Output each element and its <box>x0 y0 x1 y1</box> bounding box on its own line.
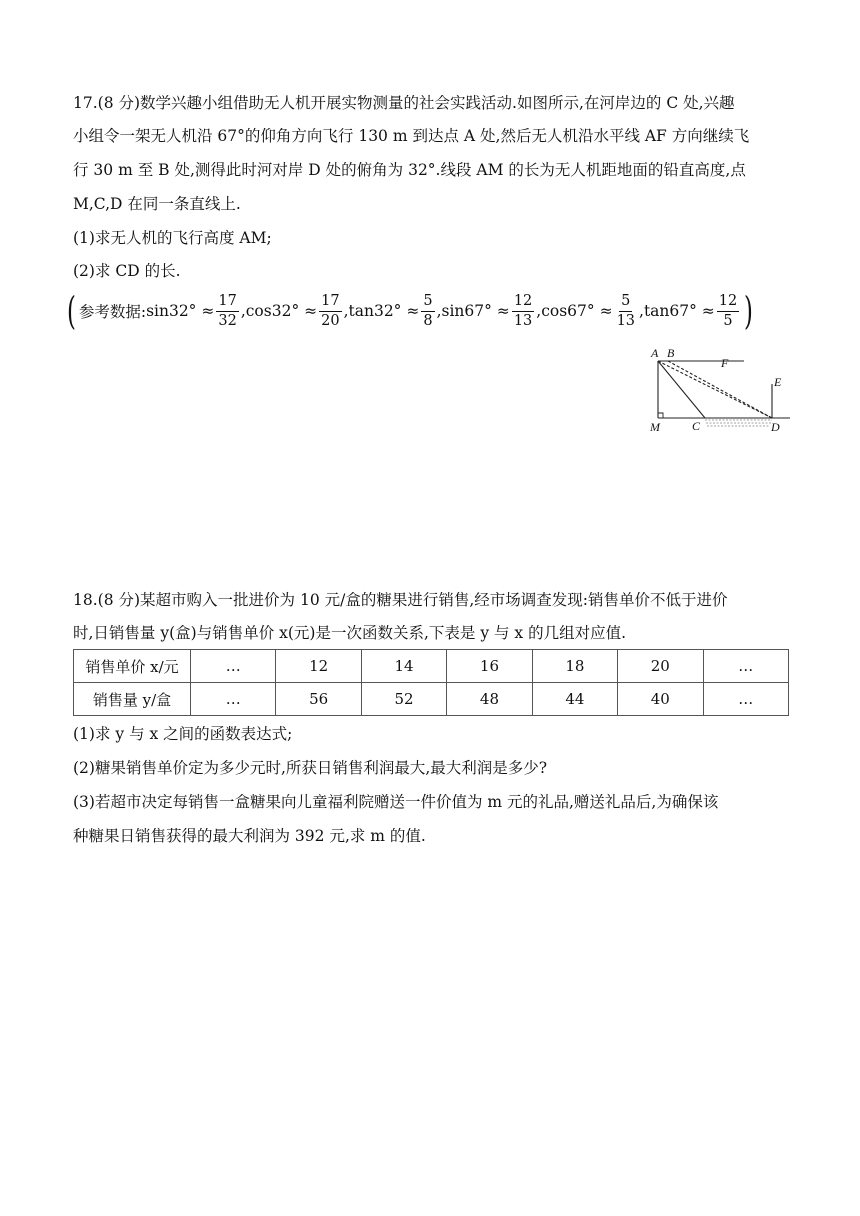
left-paren: ( <box>66 289 76 333</box>
table-cell: 20 <box>618 650 703 683</box>
fraction-denominator: 5 <box>723 312 733 329</box>
fraction <box>615 293 637 330</box>
label-m: M <box>650 420 660 434</box>
fraction-denominator: 20 <box>321 312 340 329</box>
table-cell: 52 <box>361 683 446 716</box>
q17-line-4: M,C,D 在同一条直线上. <box>73 195 241 213</box>
table-cell: … <box>191 650 276 683</box>
q17-line-2: 小组令一架无人机沿 67°的仰角方向飞行 130 m 到达点 A 处,然后无人机沿水平线 AF 方向继续飞 <box>73 127 750 145</box>
label-e: E <box>774 375 782 389</box>
fraction-denominator: 13 <box>616 312 636 329</box>
fraction-numerator: 17 <box>319 293 341 312</box>
reference-label: 参考数据: <box>78 303 147 321</box>
table-cell: 14 <box>361 650 446 683</box>
reference-separator: , <box>343 302 349 320</box>
fraction-numerator: 5 <box>421 293 434 312</box>
fraction-denominator: 13 <box>513 312 533 329</box>
table-cell: 48 <box>447 683 532 716</box>
reference-item <box>349 293 442 330</box>
table-row <box>74 683 789 716</box>
q17-reference-data <box>64 286 756 336</box>
q17-sub1: (1)求无人机的飞行高度 AM; <box>73 229 272 247</box>
reference-prefix: sin67° ≈ <box>441 302 510 320</box>
reference-item <box>246 293 349 330</box>
fraction <box>512 293 534 330</box>
reference-item <box>541 293 644 330</box>
reference-separator: , <box>240 302 246 320</box>
table-cell: 16 <box>447 650 532 683</box>
reference-prefix: tan67° ≈ <box>643 302 715 320</box>
fraction-numerator: 17 <box>216 293 238 312</box>
table-cell: … <box>703 650 788 683</box>
price-sales-table <box>73 649 789 716</box>
reference-prefix: cos32° ≈ <box>245 302 318 320</box>
q17-figure <box>640 340 800 440</box>
river-hatch <box>705 420 772 426</box>
reference-items <box>146 293 741 330</box>
table-cell: 12 <box>276 650 361 683</box>
label-b: B <box>667 346 675 360</box>
line-ac <box>658 361 705 418</box>
fraction <box>421 293 434 330</box>
row-header-price: 销售单价 x/元 <box>74 650 191 683</box>
fraction-numerator: 12 <box>717 293 739 312</box>
table-cell: 18 <box>532 650 617 683</box>
q17-line-3: 行 30 m 至 B 处,测得此时河对岸 D 处的俯角为 32°.线段 AM 的长为无人机距地面的铅直高度,点 <box>73 161 746 179</box>
fraction <box>717 293 739 330</box>
row-header-sales: 销售量 y/盒 <box>74 683 191 716</box>
table-cell: … <box>191 683 276 716</box>
fraction-denominator: 8 <box>423 312 433 329</box>
table-row <box>74 650 789 683</box>
table-cell: 56 <box>276 683 361 716</box>
q18-sub1: (1)求 y 与 x 之间的函数表达式; <box>73 725 293 743</box>
fraction-denominator: 32 <box>218 312 237 329</box>
q18-sub3-line-1: (3)若超市决定每销售一盒糖果向儿童福利院赠送一件价值为 m 元的礼品,赠送礼品后,为确保该 <box>73 793 719 811</box>
reference-item <box>146 293 246 330</box>
right-angle-mark <box>658 413 663 418</box>
fraction-numerator: 5 <box>619 293 632 312</box>
reference-prefix: tan32° ≈ <box>348 302 420 320</box>
right-paren: ) <box>744 289 754 333</box>
label-a: A <box>651 346 659 360</box>
fraction <box>319 293 341 330</box>
q18-line-2: 时,日销售量 y(盒)与销售单价 x(元)是一次函数关系,下表是 y 与 x 的几组对应值. <box>73 624 627 642</box>
reference-prefix: cos67° ≈ <box>541 302 613 320</box>
reference-item <box>442 293 542 330</box>
q17-line-1: 17.(8 分)数学兴趣小组借助无人机开展实物测量的社会实践活动.如图所示,在河岸边的 C 处,兴趣 <box>73 94 735 112</box>
reference-separator: , <box>639 302 644 320</box>
label-d: D <box>771 420 780 434</box>
table-cell: … <box>703 683 788 716</box>
reference-separator: , <box>536 302 542 320</box>
reference-item <box>644 293 741 330</box>
q18-line-1: 18.(8 分)某超市购入一批进价为 10 元/盒的糖果进行销售,经市场调查发现:销售单价不低于进价 <box>73 591 728 609</box>
table-cell: 44 <box>532 683 617 716</box>
q18-sub2: (2)糖果销售单价定为多少元时,所获日销售利润最大,最大利润是多少? <box>73 759 548 777</box>
fraction <box>216 293 238 330</box>
line-ad <box>658 361 772 418</box>
q17-sub2: (2)求 CD 的长. <box>73 262 181 280</box>
fraction-numerator: 12 <box>512 293 534 312</box>
reference-separator: , <box>436 302 442 320</box>
label-c: C <box>692 419 701 433</box>
label-f: F <box>721 356 729 370</box>
line-bd <box>668 361 772 418</box>
q18-sub3-line-2: 种糖果日销售获得的最大利润为 392 元,求 m 的值. <box>73 827 426 845</box>
reference-prefix: sin32° ≈ <box>146 302 215 320</box>
table-cell: 40 <box>618 683 703 716</box>
